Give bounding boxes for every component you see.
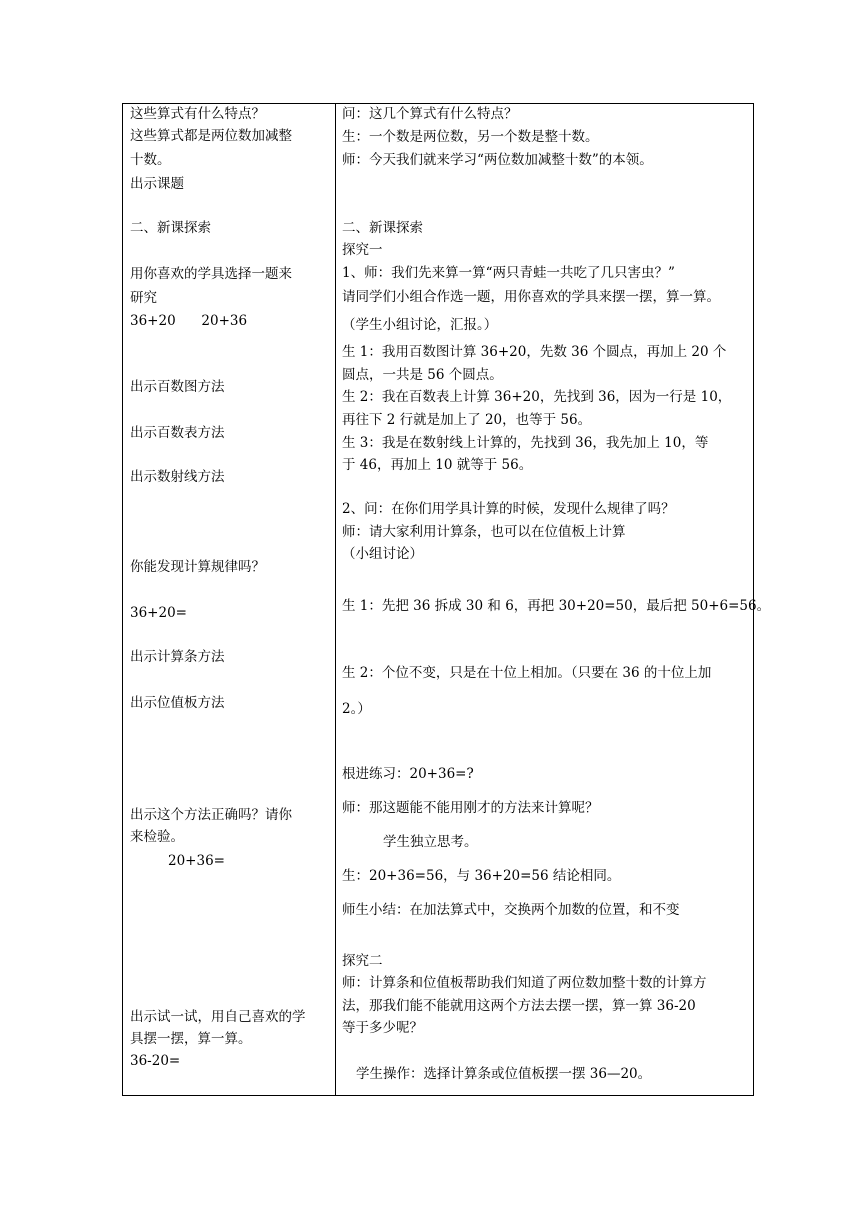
left-line: 36+20= <box>130 605 187 621</box>
right-line: 再往下 2 行就是加上了 20，也等于 56。 <box>342 412 592 428</box>
left-line: 具摆一摆，算一算。 <box>130 1031 252 1047</box>
left-line: 出示试一试，用自己喜欢的学 <box>130 1009 306 1025</box>
right-line: 生 2：我在百数表上计算 36+20，先找到 36，因为一行是 10， <box>342 389 732 405</box>
right-line: 1、师：我们先来算一算“两只青蛙一共吃了几只害虫？” <box>342 265 675 281</box>
left-line: 出示位值板方法 <box>130 695 225 711</box>
right-line: 生 2：个位不变，只是在十位上相加。（只要在 36 的十位上加 <box>342 665 712 681</box>
left-line: 来检验。 <box>130 829 184 845</box>
left-line: 出示计算条方法 <box>130 649 225 665</box>
right-line: 等于多少呢？ <box>342 1020 423 1036</box>
right-line: 圆点，一共是 56 个圆点。 <box>342 367 503 383</box>
left-line: 这些算式有什么特点？ <box>130 106 265 122</box>
right-line: 师：计算条和位值板帮助我们知道了两位数加整十数的计算方 <box>342 975 707 991</box>
left-line: 你能发现计算规律吗？ <box>130 559 265 575</box>
lesson-plan-table <box>122 103 771 1096</box>
right-line: 生：20+36=56，与 36+20=56 结论相同。 <box>342 868 621 884</box>
left-line: 用你喜欢的学具选择一题来 <box>130 266 292 282</box>
right-line: 请同学们小组合作选一题，用你喜欢的学具来摆一摆，算一算。 <box>342 289 720 305</box>
right-line: 生 1：我用百数图计算 36+20，先数 36 个圆点，再加上 20 个 <box>342 344 727 360</box>
right-line: 师：今天我们就来学习“两位数加减整十数”的本领。 <box>342 152 653 168</box>
right-line: 2。） <box>342 701 371 717</box>
right-line: 学生操作：选择计算条或位值板摆一摆 36—20。 <box>356 1066 652 1082</box>
left-line: 出示数射线方法 <box>130 469 225 485</box>
right-line: 探究二 <box>342 953 383 969</box>
left-line: 出示百数表方法 <box>130 425 225 441</box>
left-line: 十数。 <box>130 152 171 168</box>
right-line: 二、新课探索 <box>342 220 423 236</box>
left-line: 36-20= <box>130 1053 181 1069</box>
right-line: 问：这几个算式有什么特点？ <box>342 106 518 122</box>
right-line: （小组讨论） <box>342 546 423 562</box>
right-line: 根进练习：20+36=? <box>342 766 474 782</box>
left-line: 研究 <box>130 290 157 306</box>
column-divider <box>335 104 336 1095</box>
left-line: 20+36= <box>168 853 225 869</box>
left-line: 出示百数图方法 <box>130 379 225 395</box>
right-line: 法，那我们能不能就用这两个方法去摆一摆，算一算 36-20 <box>342 998 696 1014</box>
right-line: 学生独立思考。 <box>383 834 478 850</box>
left-line: 二、新课探索 <box>130 220 211 236</box>
left-line: 出示这个方法正确吗？请你 <box>130 807 292 823</box>
right-line: 师：请大家利用计算条，也可以在位值板上计算 <box>342 524 626 540</box>
right-line: 师：那这题能不能用刚才的方法来计算呢？ <box>342 800 599 816</box>
right-line: 生：一个数是两位数，另一个数是整十数。 <box>342 129 599 145</box>
right-line: 生 3：我是在数射线上计算的，先找到 36，我先加上 10，等 <box>342 435 709 451</box>
left-line: 36+20 20+36 <box>130 313 248 329</box>
right-line: 于 46，再加上 10 就等于 56。 <box>342 457 533 473</box>
left-line: 出示课题 <box>130 176 184 192</box>
right-line: （学生小组讨论，汇报。） <box>342 317 498 333</box>
right-line: 探究一 <box>342 242 383 258</box>
right-line: 生 1：先把 36 拆成 30 和 6，再把 30+20=50，最后把 50+6=56。 <box>342 598 771 614</box>
right-line: 师生小结：在加法算式中，交换两个加数的位置，和不变 <box>342 902 680 918</box>
left-line: 这些算式都是两位数加减整 <box>130 128 292 144</box>
right-line: 2、问：在你们用学具计算的时候，发现什么规律了吗？ <box>342 501 675 517</box>
